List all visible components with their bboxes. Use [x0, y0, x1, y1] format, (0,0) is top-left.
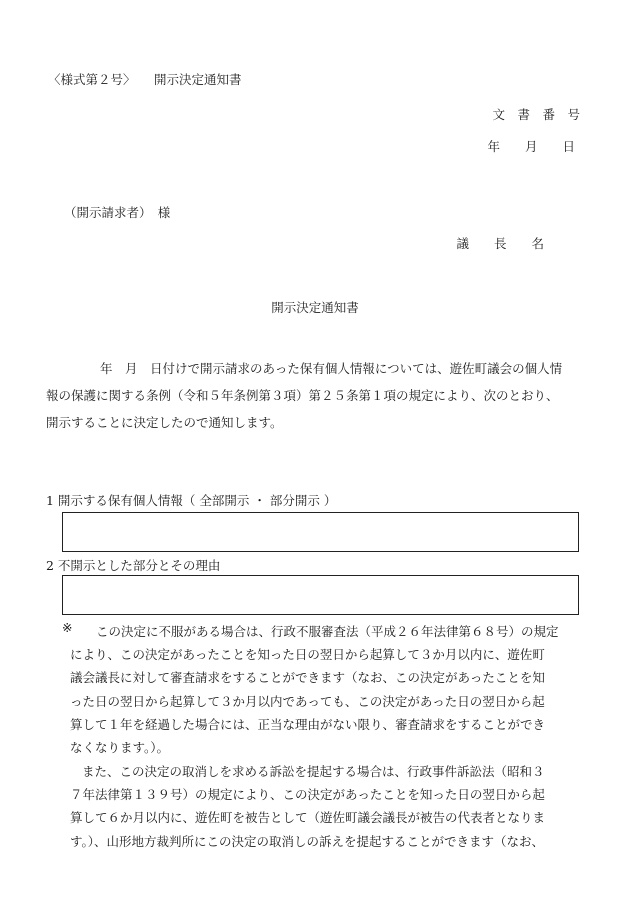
note-line: ７年法律第１３９号）の規定により、この決定があったことを知った日の翌日から起 [70, 787, 545, 803]
note-line: なくなります。）。 [70, 740, 170, 756]
note-line: また、この決定の取消しを求める訴訟を提起する場合は、行政事件訴訟法（昭和３ [82, 764, 545, 779]
body-line: 報の保護に関する条例（令和５年条例第３項）第２５条第１項の規定により、次のとおり、 [46, 388, 559, 403]
note-line: 議会議長に対して審査請求をすることができます（なお、この決定があったことを知 [70, 670, 545, 686]
note-line: により、この決定があったことを知った日の翌日から起算して３か月以内に、遊佐町 [70, 647, 545, 663]
body-line: 年 月 日付けで開示請求のあった保有個人情報については、遊佐町議会の個人情 [100, 361, 563, 376]
recipient: （開示請求者） 様 [64, 205, 171, 220]
date-field: 年 月 日 [487, 139, 575, 154]
section-1-heading: 1 開示する保有個人情報（ 全部開示 ・ 部分開示 ） [46, 493, 337, 508]
section-2-heading: 2 不開示とした部分とその理由 [46, 558, 221, 573]
form-label: 〈様式第２号〉 [48, 72, 136, 87]
note-line: った日の翌日から起算して３か月以内であっても、この決定があった日の翌日から起 [70, 693, 545, 709]
form-title: 開示決定通知書 [154, 72, 242, 87]
note-paragraph-1 [70, 620, 580, 759]
note-line: 算して６か月以内に、遊佐町を被告として（遊佐町議会議長が被告の代表者となりま [70, 810, 546, 826]
note-mark: ※ [62, 620, 73, 635]
center-title: 開示決定通知書 [271, 300, 359, 315]
sender-name: 議 長 名 [456, 236, 544, 251]
body-line: 開示することに決定したので通知します。 [46, 415, 283, 430]
document-number: 文 書 番 号 [492, 107, 580, 122]
note-line: す。）、山形地方裁判所にこの決定の取消しの訴えを提起することができます（なお、 [70, 833, 545, 849]
note-line: この決定に不服がある場合は、行政不服審査法（平成２６年法律第６８号）の規定 [96, 624, 559, 639]
body-paragraph [46, 355, 586, 436]
note-line: 算して１年を経過した場合には、正当な理由がない限り、審査請求をすることができ [70, 716, 546, 732]
section-2-box [62, 575, 579, 615]
section-1-box [62, 512, 579, 552]
note-paragraph-2 [70, 760, 580, 853]
